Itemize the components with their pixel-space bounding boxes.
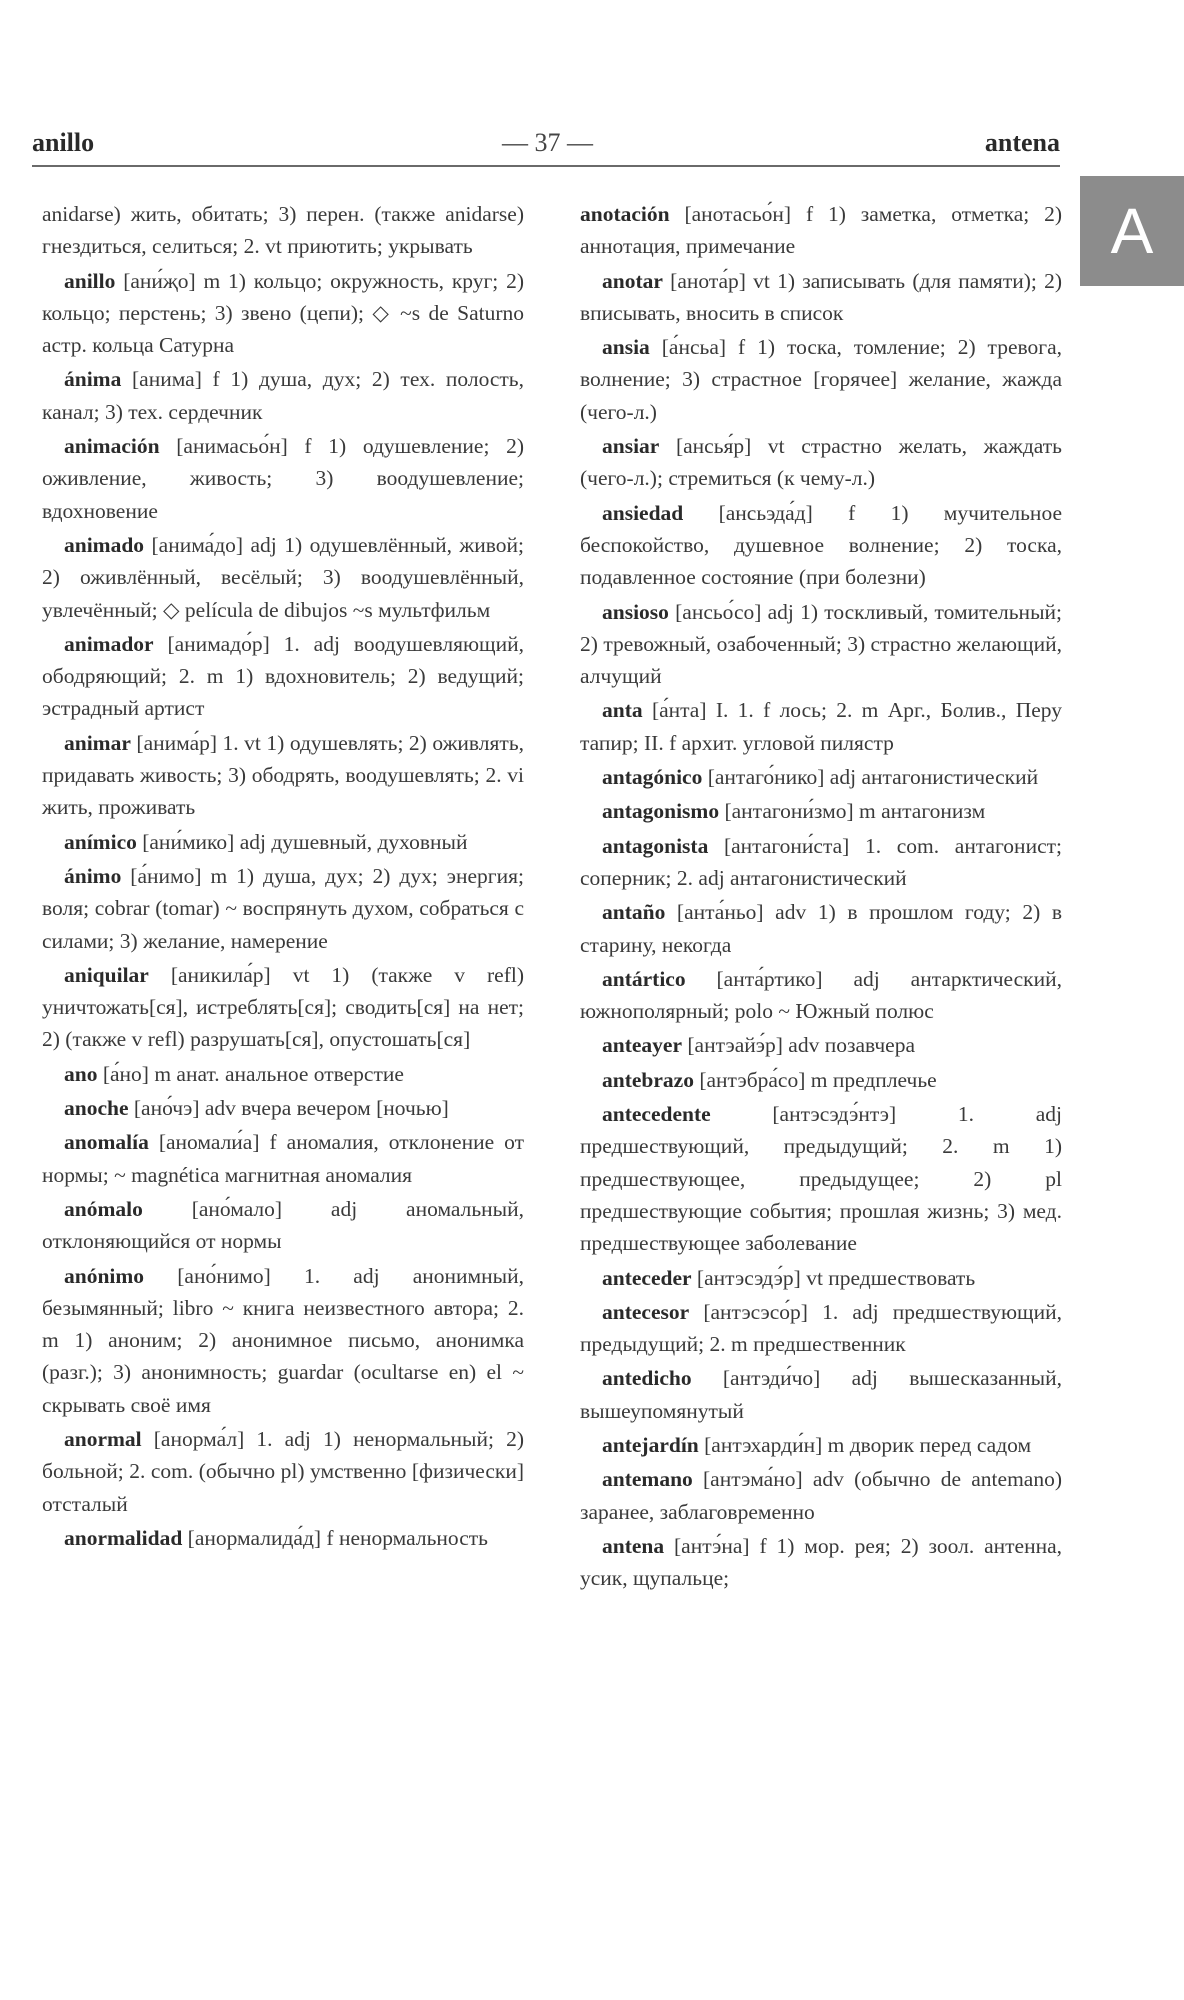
dictionary-entry xyxy=(42,198,524,263)
entry-definition: [анима́р] 1. vt 1) одушевлять; 2) оживлять, придавать живость; 3) ободрять, воодушевлять; 2. vi жить, проживать xyxy=(42,730,524,820)
entry-headword: antaño xyxy=(602,900,666,925)
entry-definition: [анимадо́р] 1. adj воодушевляющий, ободряющий; 2. m 1) вдохновитель; 2) ведущий; эстрадный артист xyxy=(42,631,524,721)
dictionary-entry xyxy=(580,761,1062,793)
entry-definition: [аникила́р] vt 1) (также v refl) уничтожать[ся], истреблять[ся]; сводить[ся] на нет; 2) (также v refl) разрушать[ся], опустошать[ся] xyxy=(42,962,524,1052)
entry-headword: antagónico xyxy=(602,765,703,790)
dictionary-entry xyxy=(580,1463,1062,1528)
dictionary-entry xyxy=(42,826,524,858)
entry-headword: antedicho xyxy=(602,1366,692,1391)
entry-headword: ano xyxy=(64,1061,98,1086)
entry-definition: [а́нсьа] f 1) тоска, томление; 2) тревога, волнение; 3) страстное [горячее] желание, жажда (чего-л.) xyxy=(580,335,1062,424)
left-running-headword: anillo xyxy=(32,128,95,157)
entry-headword: anónimo xyxy=(64,1263,145,1288)
entry-definition: [анотасьо́н] f 1) заметка, отметка; 2) аннотация, примечание xyxy=(580,202,1062,259)
entry-headword: antecesor xyxy=(602,1299,690,1324)
dictionary-entry xyxy=(580,198,1062,263)
entry-definition: [анота́р] vt 1) записывать (для памяти); 2) вписывать, вносить в список xyxy=(580,268,1062,325)
entry-headword: anormalidad xyxy=(64,1525,183,1550)
dictionary-entry xyxy=(42,628,524,725)
dictionary-entry xyxy=(42,1522,524,1554)
entry-headword: anillo xyxy=(64,268,116,293)
dictionary-entry xyxy=(42,860,524,957)
entry-headword: ánimo xyxy=(64,863,122,888)
entry-headword: ánima xyxy=(64,367,122,392)
entry-definition: [антэсэдэ́нтэ] 1. adj предшествующий, предыдущий; 2. m 1) предшествующее, предыдущее; 2) pl предшествующие события; прошлая жизнь; 3) мед. предшествующее заболевание xyxy=(580,1102,1062,1256)
entry-headword: antagonismo xyxy=(602,799,720,824)
dictionary-entry xyxy=(580,1029,1062,1061)
entry-definition: [анта́ртико] adj антарктический, южнополярный; polo ~ Южный полюс xyxy=(580,966,1062,1024)
entry-headword: anómalo xyxy=(64,1196,143,1221)
dictionary-entry xyxy=(42,1092,524,1124)
letter-thumb-tab: A xyxy=(1080,176,1184,286)
entry-definition: [ано́нимо] 1. adj анонимный, безымянный; libro ~ книга неизвестного автора; 2. m 1) аноним; 2) анонимное письмо, анонимка (разг.); 3) анонимность; guardar (ocultarse en) el ~ скрывать своё имя xyxy=(42,1263,524,1417)
right-running-headword: antena xyxy=(984,128,1060,157)
entry-definition: [антэ́на] f 1) мор. рея; 2) зоол. антенна, усик, щупальце; xyxy=(580,1533,1062,1591)
dictionary-entry xyxy=(580,1064,1062,1096)
entry-definition: [ано́мало] adj аномальный, отклоняющийся от нормы xyxy=(42,1196,524,1254)
right-column xyxy=(580,198,1062,1596)
dictionary-entry xyxy=(580,1530,1062,1595)
dictionary-entry xyxy=(580,497,1062,594)
entry-headword: anímico xyxy=(64,829,137,854)
entry-headword: anteayer xyxy=(602,1033,682,1058)
dictionary-entry xyxy=(42,959,524,1056)
entry-headword: animador xyxy=(64,631,154,656)
entry-headword: anta xyxy=(602,698,643,723)
entry-headword: anteceder xyxy=(602,1265,692,1290)
entry-definition: [а́но] m анат. анальное отверстие xyxy=(97,1061,404,1086)
dictionary-entry xyxy=(42,1193,524,1258)
entry-headword: animar xyxy=(64,730,131,755)
dictionary-entry xyxy=(580,1296,1062,1361)
dictionary-entry xyxy=(580,430,1062,495)
entry-definition: [антэсэдэ́р] vt предшествовать xyxy=(691,1265,976,1290)
entry-definition: [антэайэ́р] adv позавчера xyxy=(682,1033,915,1058)
entry-headword: ansioso xyxy=(602,599,669,624)
entry-definition: [ансьо́со] adj 1) тоскливый, томительный; 2) тревожный, озабоченный; 3) страстно желающий, алчущий xyxy=(580,599,1062,689)
dictionary-entry xyxy=(580,1098,1062,1259)
entry-definition: [анима́до] adj 1) одушевлённый, живой; 2) оживлённый, весёлый; 3) воодушевлённый, увлечённый; ◇ película de dibujos ~s мультфильм xyxy=(42,532,524,622)
entry-headword: anotación xyxy=(580,202,670,226)
entry-headword: anotar xyxy=(602,268,663,293)
dictionary-entry xyxy=(580,896,1062,961)
entry-definition: [антаго́нико] adj антагонистический xyxy=(702,765,1039,790)
entry-headword: animado xyxy=(64,532,145,557)
entry-headword: antártico xyxy=(602,966,686,991)
dictionary-entry xyxy=(42,1126,524,1191)
entry-definition: [антагони́ста] 1. com. антагонист; соперник; 2. adj антагонистический xyxy=(580,833,1062,890)
entry-definition: [ансья́р] vt страстно желать, жаждать (чего-л.); стремиться (к чему-л.) xyxy=(580,434,1062,491)
entry-definition: [анимасьо́н] f 1) одушевление; 2) оживление, живость; 3) воодушевление; вдохновение xyxy=(42,434,524,523)
dictionary-entry xyxy=(42,430,524,527)
entry-definition: [анима] f 1) душа, дух; 2) тех. полость, канал; 3) тех. сердечник xyxy=(42,367,524,424)
entry-definition: [ани́җо] m 1) кольцо; окружность, круг; 2) кольцо; перстень; 3) звено (цепи); ◇ ~s de Saturno астр. кольца Сатурна xyxy=(42,268,524,358)
entry-headword: anormal xyxy=(64,1426,142,1451)
header-rule xyxy=(32,165,1060,167)
entry-headword: anoche xyxy=(64,1096,129,1121)
dictionary-entry xyxy=(42,727,524,824)
dictionary-entry xyxy=(580,1429,1062,1461)
entry-headword: antejardín xyxy=(602,1432,699,1457)
entry-headword: aniquilar xyxy=(64,962,149,987)
dictionary-entry xyxy=(580,963,1062,1028)
entry-definition: [антэхарди́н] m дворик перед садом xyxy=(698,1432,1032,1457)
dictionary-entry xyxy=(42,363,524,428)
entry-definition: [антэсэсо́р] 1. adj предшествующий, предыдущий; 2. m предшественник xyxy=(580,1299,1062,1357)
dictionary-entry xyxy=(42,529,524,626)
entry-headword: ansiar xyxy=(602,434,660,459)
entry-headword: antemano xyxy=(602,1467,693,1492)
dictionary-entry xyxy=(42,265,524,362)
entry-headword: antecedente xyxy=(602,1102,711,1127)
entry-definition: [антэди́чо] adj вышесказанный, вышеупомянутый xyxy=(580,1366,1062,1423)
entry-headword: antagonista xyxy=(602,833,709,858)
dictionary-entry xyxy=(42,1058,524,1090)
entry-definition: [а́нимо] m 1) душа, дух; 2) дух; энергия; воля; cobrar (tomar) ~ воспрянуть духом, собраться с силами; 3) желание, намерение xyxy=(42,863,524,953)
left-column xyxy=(42,198,524,1556)
dictionary-entry xyxy=(580,1262,1062,1294)
dictionary-entry xyxy=(580,1362,1062,1427)
dictionary-entry xyxy=(580,830,1062,895)
dictionary-entry xyxy=(580,265,1062,330)
entry-definition: [ансьэда́д] f 1) мучительное беспокойство, душевное волнение; 2) тоска, подавленное состояние (при болезни) xyxy=(580,500,1062,590)
entry-definition: [антагони́змо] m антагонизм xyxy=(719,799,986,824)
entry-definition: [анормалида́д] f ненормальность xyxy=(182,1525,488,1550)
entry-definition: [ани́мико] adj душевный, духовный xyxy=(136,829,468,854)
dictionary-entry xyxy=(580,694,1062,759)
dictionary-entry xyxy=(580,795,1062,827)
entry-definition: [анорма́л] 1. adj 1) ненормальный; 2) больной; 2. com. (обычно pl) умственно [физически] отсталый xyxy=(42,1426,524,1516)
dictionary-entry xyxy=(42,1260,524,1421)
page-number: — 37 — xyxy=(502,128,593,157)
entry-definition: [а́нта] I. 1. f лось; 2. m Арг., Болив., Перу тапир; II. f архит. угловой пилястр xyxy=(580,698,1062,755)
entry-headword: ansiedad xyxy=(602,500,684,525)
dictionary-entry xyxy=(42,1423,524,1520)
entry-definition: [анта́ньо] adv 1) в прошлом году; 2) в старину, некогда xyxy=(580,900,1062,957)
entry-definition: [антэбра́со] m предплечье xyxy=(693,1067,937,1092)
entry-headword: antena xyxy=(602,1533,665,1558)
dictionary-entry xyxy=(580,331,1062,428)
page-header xyxy=(32,128,1060,168)
entry-headword: animación xyxy=(64,434,160,459)
entry-headword: antebrazo xyxy=(602,1067,694,1092)
entry-definition: [антэма́но] adv (обычно de antemano) заранее, заблаговременно xyxy=(580,1467,1062,1524)
dictionary-entry xyxy=(580,596,1062,693)
entry-headword: anomalía xyxy=(64,1130,149,1155)
entry-headword: ansia xyxy=(602,335,650,360)
entry-definition: [ано́чэ] adv вчера вечером [ночью] xyxy=(128,1096,449,1121)
entry-definition: [аномали́а] f аномалия, отклонение от нормы; ~ magnética магнитная аномалия xyxy=(42,1130,524,1187)
entry-definition: anidarse) жить, обитать; 3) перен. (также anidarse) гнездиться, селиться; 2. vt приютить; укрывать xyxy=(42,202,524,259)
